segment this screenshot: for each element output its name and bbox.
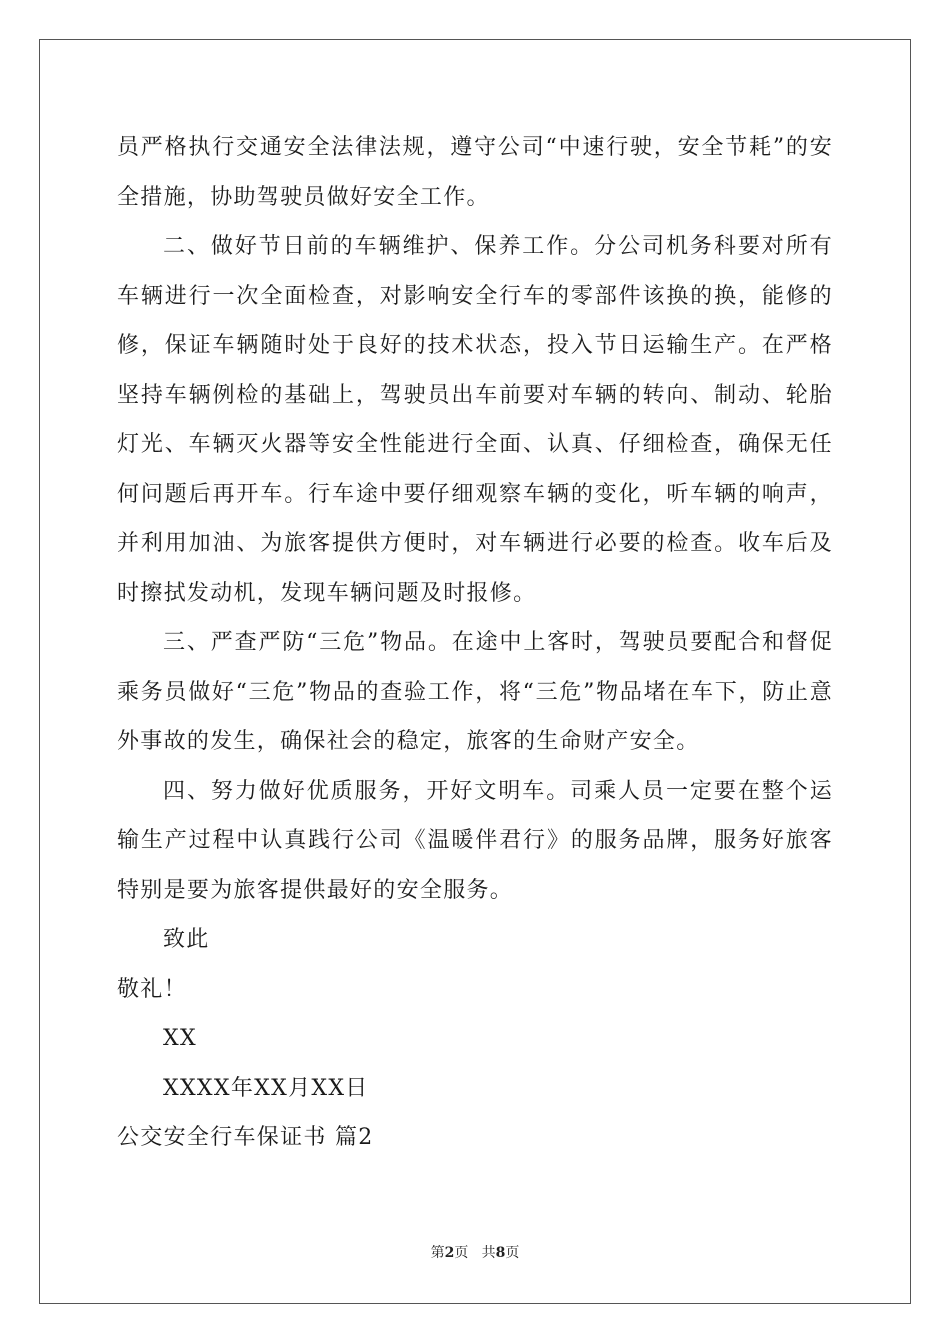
next-section-title: 公交安全行车保证书 篇2 — [117, 1125, 374, 1150]
date-text: XXXX年XX月XX日 — [163, 1075, 369, 1101]
paragraph-hazardous-goods: 三、严查严防“三危”物品。在途中上客时，驾驶员要配合和督促乘务员做好“三危”物品的查验工作，将“三危”物品堵在车下，防止意外事故的发生，确保社会的稳定，旅客的生命财产安全。 — [117, 630, 833, 754]
paragraph-quality-service: 四、努力做好优质服务，开好文明车。司乘人员一定要在整个运输生产过程中认真践行公司《温暖伴君行》的服务品牌，服务好旅客特别是要为旅客提供最好的安全服务。 — [117, 778, 833, 903]
document-body — [117, 123, 833, 1163]
footer-total-suffix: 页 — [505, 1245, 520, 1261]
footer-total-pages: 8 — [495, 1245, 506, 1261]
footer-prefix: 第 — [430, 1245, 445, 1261]
paragraph-vehicle-maintenance: 二、做好节日前的车辆维护、保养工作。分公司机务科要对所有车辆进行一次全面检查，对影响安全行车的零部件该换的换，能修的修，保证车辆随时处于良好的技术状态，投入节日运输生产。在严格坚持车辆例检的基础上，驾驶员出车前要对车辆的转向、制动、轮胎灯光、车辆灭火器等安全性能进行全面、认真、仔细检查，确保无任何问题后再开车。行车途中要仔细观察车辆的变化，听车辆的响声，并利用加油、为旅客提供方便时，对车辆进行必要的检查。收车后及时擦拭发动机，发现车辆问题及时报修。 — [117, 234, 833, 606]
footer-current-page: 2 — [444, 1245, 455, 1261]
footer-total-prefix: 共 — [481, 1245, 496, 1261]
footer-page-suffix: 页 — [454, 1245, 469, 1261]
page-number-footer — [0, 1242, 950, 1262]
signature-text: XX — [163, 1026, 197, 1051]
paragraph-continuation: 员严格执行交通安全法律法规，遵守公司“中速行驶，安全节耗”的安全措施，协助驾驶员做好安全工作。 — [117, 135, 833, 210]
closing-text: 致此 — [163, 927, 210, 952]
salute-text: 敬礼！ — [117, 976, 187, 1002]
